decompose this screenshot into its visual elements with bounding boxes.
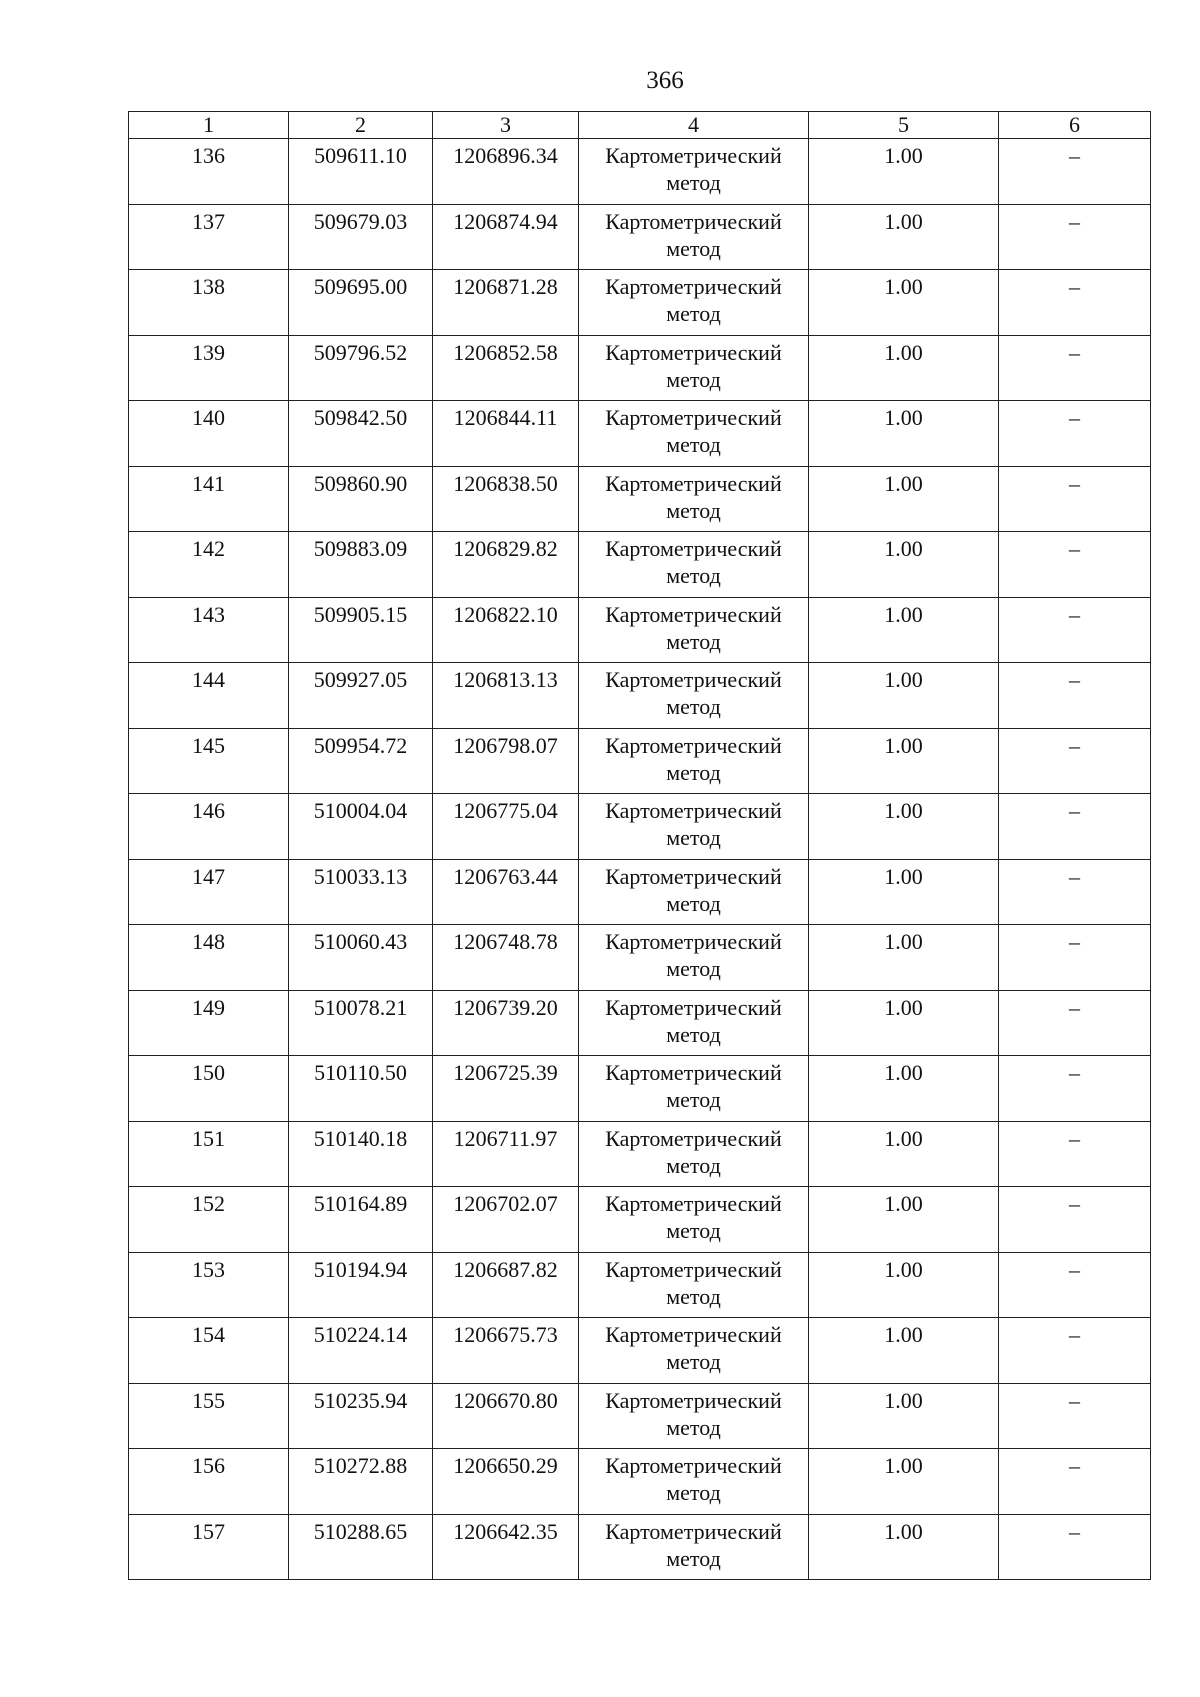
cell-description: – <box>999 1056 1151 1122</box>
cell-description: – <box>999 401 1151 467</box>
cell-point-number: 153 <box>129 1252 289 1318</box>
table-row <box>129 1318 1151 1384</box>
cell-description: – <box>999 794 1151 860</box>
cell-accuracy: 1.00 <box>809 1383 999 1449</box>
cell-x-coordinate: 510033.13 <box>289 859 433 925</box>
cell-accuracy: 1.00 <box>809 663 999 729</box>
table-row <box>129 990 1151 1056</box>
table-header <box>129 112 1151 139</box>
cell-point-number: 150 <box>129 1056 289 1122</box>
cell-method: Картометрический метод <box>579 204 809 270</box>
cell-x-coordinate: 509679.03 <box>289 204 433 270</box>
cell-y-coordinate: 1206896.34 <box>433 139 579 205</box>
cell-accuracy: 1.00 <box>809 925 999 991</box>
cell-accuracy: 1.00 <box>809 859 999 925</box>
cell-point-number: 143 <box>129 597 289 663</box>
cell-x-coordinate: 509905.15 <box>289 597 433 663</box>
cell-point-number: 136 <box>129 139 289 205</box>
cell-x-coordinate: 510110.50 <box>289 1056 433 1122</box>
cell-point-number: 138 <box>129 270 289 336</box>
cell-accuracy: 1.00 <box>809 401 999 467</box>
cell-method: Картометрический метод <box>579 663 809 729</box>
cell-description: – <box>999 1187 1151 1253</box>
cell-x-coordinate: 509611.10 <box>289 139 433 205</box>
cell-y-coordinate: 1206725.39 <box>433 1056 579 1122</box>
cell-accuracy: 1.00 <box>809 990 999 1056</box>
cell-accuracy: 1.00 <box>809 466 999 532</box>
cell-description: – <box>999 1383 1151 1449</box>
cell-x-coordinate: 510272.88 <box>289 1449 433 1515</box>
cell-accuracy: 1.00 <box>809 1252 999 1318</box>
cell-description: – <box>999 728 1151 794</box>
cell-y-coordinate: 1206775.04 <box>433 794 579 860</box>
cell-method: Картометрический метод <box>579 1318 809 1384</box>
cell-method: Картометрический метод <box>579 859 809 925</box>
cell-point-number: 140 <box>129 401 289 467</box>
cell-description: – <box>999 1449 1151 1515</box>
cell-method: Картометрический метод <box>579 466 809 532</box>
cell-description: – <box>999 139 1151 205</box>
cell-y-coordinate: 1206711.97 <box>433 1121 579 1187</box>
table-row <box>129 1514 1151 1580</box>
table-row <box>129 532 1151 598</box>
cell-x-coordinate: 509927.05 <box>289 663 433 729</box>
cell-description: – <box>999 1514 1151 1580</box>
table-row <box>129 925 1151 991</box>
cell-description: – <box>999 466 1151 532</box>
cell-description: – <box>999 663 1151 729</box>
cell-accuracy: 1.00 <box>809 139 999 205</box>
cell-accuracy: 1.00 <box>809 1121 999 1187</box>
cell-x-coordinate: 510078.21 <box>289 990 433 1056</box>
cell-accuracy: 1.00 <box>809 728 999 794</box>
cell-method: Картометрический метод <box>579 1187 809 1253</box>
cell-method: Картометрический метод <box>579 401 809 467</box>
cell-description: – <box>999 335 1151 401</box>
cell-method: Картометрический метод <box>579 335 809 401</box>
table-row <box>129 1383 1151 1449</box>
cell-y-coordinate: 1206748.78 <box>433 925 579 991</box>
cell-point-number: 147 <box>129 859 289 925</box>
cell-accuracy: 1.00 <box>809 270 999 336</box>
cell-point-number: 155 <box>129 1383 289 1449</box>
cell-y-coordinate: 1206763.44 <box>433 859 579 925</box>
cell-accuracy: 1.00 <box>809 1514 999 1580</box>
cell-method: Картометрический метод <box>579 532 809 598</box>
table-row <box>129 1187 1151 1253</box>
table-row <box>129 794 1151 860</box>
cell-x-coordinate: 510164.89 <box>289 1187 433 1253</box>
cell-x-coordinate: 509883.09 <box>289 532 433 598</box>
cell-description: – <box>999 1121 1151 1187</box>
table-row <box>129 270 1151 336</box>
cell-description: – <box>999 270 1151 336</box>
cell-point-number: 144 <box>129 663 289 729</box>
cell-accuracy: 1.00 <box>809 1056 999 1122</box>
cell-y-coordinate: 1206813.13 <box>433 663 579 729</box>
cell-accuracy: 1.00 <box>809 794 999 860</box>
cell-accuracy: 1.00 <box>809 1318 999 1384</box>
cell-method: Картометрический метод <box>579 597 809 663</box>
cell-point-number: 137 <box>129 204 289 270</box>
table-body <box>129 139 1151 1580</box>
header-col-5: 5 <box>809 112 999 139</box>
table-row <box>129 139 1151 205</box>
cell-y-coordinate: 1206739.20 <box>433 990 579 1056</box>
cell-x-coordinate: 510288.65 <box>289 1514 433 1580</box>
cell-x-coordinate: 510194.94 <box>289 1252 433 1318</box>
header-col-3: 3 <box>433 112 579 139</box>
cell-point-number: 139 <box>129 335 289 401</box>
cell-y-coordinate: 1206829.82 <box>433 532 579 598</box>
table-row <box>129 597 1151 663</box>
cell-x-coordinate: 510060.43 <box>289 925 433 991</box>
cell-point-number: 154 <box>129 1318 289 1384</box>
table-row <box>129 335 1151 401</box>
cell-x-coordinate: 510224.14 <box>289 1318 433 1384</box>
cell-y-coordinate: 1206838.50 <box>433 466 579 532</box>
cell-y-coordinate: 1206822.10 <box>433 597 579 663</box>
header-col-2: 2 <box>289 112 433 139</box>
cell-x-coordinate: 509842.50 <box>289 401 433 467</box>
table-row <box>129 663 1151 729</box>
cell-point-number: 151 <box>129 1121 289 1187</box>
cell-accuracy: 1.00 <box>809 532 999 598</box>
header-col-4: 4 <box>579 112 809 139</box>
cell-description: – <box>999 597 1151 663</box>
table-row <box>129 728 1151 794</box>
cell-method: Картометрический метод <box>579 1121 809 1187</box>
table-row <box>129 204 1151 270</box>
cell-x-coordinate: 510235.94 <box>289 1383 433 1449</box>
cell-method: Картометрический метод <box>579 1514 809 1580</box>
table-row <box>129 1056 1151 1122</box>
cell-point-number: 156 <box>129 1449 289 1515</box>
cell-description: – <box>999 990 1151 1056</box>
table-row <box>129 466 1151 532</box>
cell-accuracy: 1.00 <box>809 597 999 663</box>
cell-x-coordinate: 510140.18 <box>289 1121 433 1187</box>
cell-description: – <box>999 859 1151 925</box>
cell-accuracy: 1.00 <box>809 204 999 270</box>
coordinates-table <box>128 111 1151 1580</box>
table-row <box>129 1449 1151 1515</box>
cell-y-coordinate: 1206650.29 <box>433 1449 579 1515</box>
cell-point-number: 148 <box>129 925 289 991</box>
cell-y-coordinate: 1206642.35 <box>433 1514 579 1580</box>
cell-y-coordinate: 1206852.58 <box>433 335 579 401</box>
table-row <box>129 1121 1151 1187</box>
cell-x-coordinate: 509954.72 <box>289 728 433 794</box>
cell-method: Картометрический метод <box>579 728 809 794</box>
cell-description: – <box>999 925 1151 991</box>
cell-point-number: 149 <box>129 990 289 1056</box>
cell-description: – <box>999 204 1151 270</box>
cell-point-number: 145 <box>129 728 289 794</box>
cell-x-coordinate: 509860.90 <box>289 466 433 532</box>
cell-accuracy: 1.00 <box>809 1187 999 1253</box>
header-col-1: 1 <box>129 112 289 139</box>
cell-point-number: 146 <box>129 794 289 860</box>
cell-y-coordinate: 1206675.73 <box>433 1318 579 1384</box>
cell-method: Картометрический метод <box>579 270 809 336</box>
cell-y-coordinate: 1206687.82 <box>433 1252 579 1318</box>
cell-y-coordinate: 1206798.07 <box>433 728 579 794</box>
table-row <box>129 401 1151 467</box>
cell-method: Картометрический метод <box>579 1449 809 1515</box>
table-row <box>129 859 1151 925</box>
cell-y-coordinate: 1206702.07 <box>433 1187 579 1253</box>
cell-x-coordinate: 510004.04 <box>289 794 433 860</box>
cell-y-coordinate: 1206844.11 <box>433 401 579 467</box>
cell-y-coordinate: 1206670.80 <box>433 1383 579 1449</box>
cell-method: Картометрический метод <box>579 1383 809 1449</box>
cell-x-coordinate: 509695.00 <box>289 270 433 336</box>
cell-method: Картометрический метод <box>579 794 809 860</box>
cell-point-number: 142 <box>129 532 289 598</box>
cell-point-number: 141 <box>129 466 289 532</box>
page-number: 366 <box>646 67 684 94</box>
cell-description: – <box>999 1252 1151 1318</box>
cell-point-number: 157 <box>129 1514 289 1580</box>
header-row <box>129 112 1151 139</box>
cell-x-coordinate: 509796.52 <box>289 335 433 401</box>
cell-method: Картометрический метод <box>579 990 809 1056</box>
cell-y-coordinate: 1206871.28 <box>433 270 579 336</box>
cell-point-number: 152 <box>129 1187 289 1253</box>
cell-description: – <box>999 532 1151 598</box>
cell-method: Картометрический метод <box>579 1056 809 1122</box>
cell-method: Картометрический метод <box>579 925 809 991</box>
cell-method: Картометрический метод <box>579 1252 809 1318</box>
cell-y-coordinate: 1206874.94 <box>433 204 579 270</box>
header-col-6: 6 <box>999 112 1151 139</box>
cell-method: Картометрический метод <box>579 139 809 205</box>
cell-description: – <box>999 1318 1151 1384</box>
cell-accuracy: 1.00 <box>809 335 999 401</box>
cell-accuracy: 1.00 <box>809 1449 999 1515</box>
table-row <box>129 1252 1151 1318</box>
